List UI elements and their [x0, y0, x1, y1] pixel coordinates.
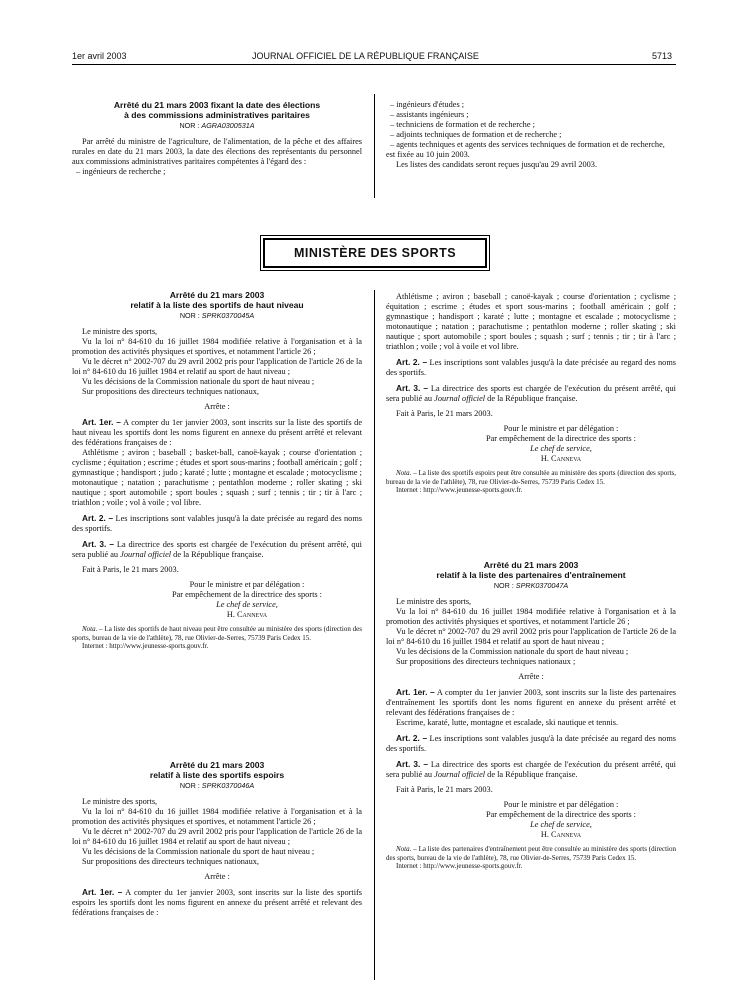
decree-minister: Le ministre des sports, [82, 797, 158, 806]
agri-title-line2: à des commissions administratives paritaires [124, 110, 310, 120]
agri-fixed-date: est fixée au 10 juin 2003. [386, 150, 470, 159]
decree-article-1: Art. 1er. – A compter du 1er janvier 2003, sont inscrits sur la liste des sportifs espoirs les sportifs dont les noms figurent en annexe du présent arrêté et relevant des fédérations françaises de : [72, 887, 362, 917]
decree-visa: Vu le décret n° 2002-707 du 29 avril 2002 pris pour l'application de l'article 26 de la loi n° 84-610 du 16 juillet 1984 et relatif au sport de haut niveau ; [72, 827, 362, 846]
decree-arrete: Arrête : [204, 872, 230, 881]
header-page-number: 5713 [652, 51, 673, 61]
decree-internet: Internet : http://www.jeunesse-sports.gouv.fr. [82, 642, 209, 651]
decree-title-line2: relatif à liste des sportifs espoirs [149, 770, 285, 780]
ministry-banner: MINISTÈRE DES SPORTS [263, 238, 487, 268]
decree-nota: Nota. – La liste des sportifs espoirs peut être consultée au ministère des sports (direction des sports, bureau de la vie de l'athlète), 78, rue Olivier-de-Serres, 75739 Paris Cedex 15. [386, 469, 676, 486]
decree-title-line2: relatif à la liste des partenaires d'entraînement [436, 570, 626, 580]
agri-decree-continued [386, 100, 676, 170]
decree-partenaires [386, 560, 676, 871]
agri-nor: NOR : AGRA0300531A [179, 121, 255, 130]
decree-article-3: Art. 3. – La directrice des sports est chargée de l'exécution du présent arrêté, qui sera publié au Journal officiel de la République française. [386, 383, 676, 403]
decree-signature: Pour le ministre et par délégation : [503, 800, 619, 809]
decree-visa: Vu la loi n° 84-610 du 16 juillet 1984 modifiée relative à l'organisation et à la promotion des activités physiques et sportives, et notamment l'article 26 ; [386, 607, 676, 626]
column-divider [374, 94, 375, 198]
decree-visa: Sur propositions des directeurs techniques nationaux, [82, 387, 259, 396]
decree-signature: Le chef de service, [216, 600, 278, 609]
decree-signature: Le chef de service, [530, 444, 592, 453]
decree-haut-niveau [72, 290, 362, 651]
agri-item: – ingénieurs de recherche ; [76, 167, 166, 176]
decree-title-line2: relatif à la liste des sportifs de haut niveau [130, 300, 304, 310]
agri-decree [72, 100, 362, 177]
decree-signature: Par empêchement de la directrice des sports : [172, 590, 322, 599]
decree-visa: Sur propositions des directeurs techniques nationaux, [82, 857, 259, 866]
decree-visa: Sur propositions des directeurs techniques nationaux ; [396, 657, 576, 666]
decree-signatory: H. Canneva [226, 610, 268, 619]
decree-article-3: Art. 3. – La directrice des sports est chargée de l'exécution du présent arrêté, qui sera publié au Journal officiel de la République française. [72, 539, 362, 559]
decree-title-line1: Arrêté du 21 mars 2003 [169, 760, 265, 770]
decree-fait: Fait à Paris, le 21 mars 2003. [396, 785, 493, 794]
decree-signatory: H. Canneva [540, 454, 582, 463]
agri-item: – adjoints techniques de formation et de recherche ; [390, 130, 562, 139]
decree-article-1: Art. 1er. – A compter du 1er janvier 2003, sont inscrits sur la liste des partenaires d'entraînement les sportifs dont les noms figurent en annexe du présent arrêté et relevant des fédérations françaises de : [386, 687, 676, 717]
decree-article-3: Art. 3. – La directrice des sports est chargée de l'exécution du présent arrêté, qui sera publié au Journal officiel de la République française. [386, 759, 676, 779]
decree-signature: Pour le ministre et par délégation : [503, 424, 619, 433]
agri-item: – ingénieurs d'études ; [390, 100, 465, 109]
decree-article-2: Art. 2. – Les inscriptions sont valables jusqu'à la date précisée au regard des noms des sportifs. [386, 357, 677, 377]
agri-item: – techniciens de formation et de recherche ; [390, 120, 535, 129]
decree-arrete: Arrête : [204, 402, 230, 411]
decree-visa: Vu les décisions de la Commission nationale du sport de haut niveau ; [396, 647, 629, 656]
agri-candidate-lists: Les listes des candidats seront reçues jusqu'au 29 avril 2003. [396, 160, 598, 169]
decree-article-2: Art. 2. – Les inscriptions sont valables jusqu'à la date précisée au regard des noms des sportifs. [72, 513, 363, 533]
decree-minister: Le ministre des sports, [396, 597, 472, 606]
decree-signature: Par empêchement de la directrice des sports : [486, 810, 636, 819]
agri-paragraph: Par arrêté du ministre de l'agriculture, de l'alimentation, de la pêche et des affaires rurales en date du 21 mars 2003, la date des élections des représentants du personnel aux commissions administratives paritaires compétentes à l'égard des : [72, 137, 362, 166]
agri-title-line1: Arrêté du 21 mars 2003 fixant la date des élections [113, 100, 321, 110]
decree-fait: Fait à Paris, le 21 mars 2003. [82, 565, 179, 574]
decree-nor: NOR : SPRK0370046A [179, 781, 255, 790]
decree-fait: Fait à Paris, le 21 mars 2003. [396, 409, 493, 418]
decree-visa: Vu les décisions de la Commission nationale du sport de haut niveau ; [82, 847, 315, 856]
decree-nota: Nota. – La liste des sportifs de haut niveau peut être consultée au ministère des sports (direction des sports, bureau de la vie de l'athlète), 78, rue Olivier-de-Serres, 75739 Paris Cedex 15. [72, 625, 362, 642]
agri-item: – assistants ingénieurs ; [390, 110, 469, 119]
decree-sports-list: Athlétisme ; aviron ; baseball ; canoë-kayak ; course d'orientation ; cyclisme ; équitation ; escrime ; études et sport sous-marins ; football américain ; golf ; gymnastique ; handisport ; karaté ; lutte ; montagne et escalade ; motocyclisme ; motonautique ; natation ; parachutisme ; pentathlon moderne ; roller skating ; ski nautique ; sport automobile ; sport boules ; squash ; surf ; tennis ; tir ; tir à l'arc ; triathlon ; voile ; vol à voile et vol libre. [386, 292, 676, 351]
decree-article-2: Art. 2. – Les inscriptions sont valables jusqu'à la date précisée au regard des noms des sportifs. [386, 733, 677, 753]
decree-sports-list: Athlétisme ; aviron ; baseball ; basket-ball, canoë-kayak ; course d'orientation ; cyclisme ; équitation ; escrime ; études et sport sous-marins ; football américain ; golf ; gymnastique ; handisport ; judo ; karaté ; lutte ; montagne et escalade ; motocyclisme ; motonautique ; natation ; parachutisme ; pentathlon moderne ; roller skating ; ski nautique ; sport automobile ; sport boules ; squash ; surf ; tennis ; tir ; tir à l'arc ; triathlon ; voile ; vol à voile ; vol libre. [72, 448, 362, 507]
decree-visa: Vu la loi n° 84-610 du 16 juillet 1984 modifiée relative à l'organisation et à la promotion des activités physiques et sportives, et notamment l'article 26 ; [72, 337, 362, 356]
decree-title-line1: Arrêté du 21 mars 2003 [483, 560, 579, 570]
header-journal-title: JOURNAL OFFICIEL DE LA RÉPUBLIQUE FRANÇAISE [252, 51, 479, 61]
decree-espoirs [72, 760, 362, 918]
decree-internet: Internet : http://www.jeunesse-sports.gouv.fr. [396, 486, 523, 495]
agri-item: – agents techniques et agents des services techniques de formation et de recherche, [390, 140, 665, 149]
decree-internet: Internet : http://www.jeunesse-sports.gouv.fr. [396, 862, 523, 871]
decree-nota: Nota. – La liste des partenaires d'entraînement peut être consultée au ministère des sports (direction des sports, bureau de la vie de l'athlète), 78, rue Olivier-de-Serres, 75739 Paris Cedex 15. [386, 845, 676, 862]
header-date: 1er avril 2003 [72, 51, 127, 61]
decree-signature: Par empêchement de la directrice des sports : [486, 434, 636, 443]
header-rule [72, 64, 676, 65]
decree-article-1: Art. 1er. – A compter du 1er janvier 2003, sont inscrits sur la liste des sportifs de haut niveau les sportifs dont les noms figurent en annexe du présent arrêté et relevant des fédérations françaises de : [72, 417, 363, 447]
decree-visa: Vu le décret n° 2002-707 du 29 avril 2002 pris pour l'application de l'article 26 de la loi n° 84-610 du 16 juillet 1984 et relatif au sport de haut niveau ; [386, 627, 676, 646]
decree-nor: NOR : SPRK0370045A [179, 311, 255, 320]
decree-signature: Le chef de service, [530, 820, 592, 829]
decree-espoirs-continued [386, 292, 676, 495]
decree-visa: Vu les décisions de la Commission nationale du sport de haut niveau ; [82, 377, 315, 386]
decree-signatory: H. Canneva [540, 830, 582, 839]
decree-visa: Vu la loi n° 84-610 du 16 juillet 1984 modifiée relative à l'organisation et à la promotion des activités physiques et sportives, et notamment l'article 26 ; [72, 807, 362, 826]
decree-visa: Vu le décret n° 2002-707 du 29 avril 2002 pris pour l'application de l'article 26 de la loi n° 84-610 du 16 juillet 1984 et relatif au sport de haut niveau ; [72, 357, 362, 376]
decree-arrete: Arrête : [518, 672, 544, 681]
decree-nor: NOR : SPRK0370047A [493, 581, 569, 590]
decree-title-line1: Arrêté du 21 mars 2003 [169, 290, 265, 300]
decree-sports-list: Escrime, karaté, lutte, montagne et escalade, ski nautique et tennis. [396, 718, 619, 727]
decree-minister: Le ministre des sports, [82, 327, 158, 336]
column-divider [374, 290, 375, 980]
decree-signature: Pour le ministre et par délégation : [189, 580, 305, 589]
